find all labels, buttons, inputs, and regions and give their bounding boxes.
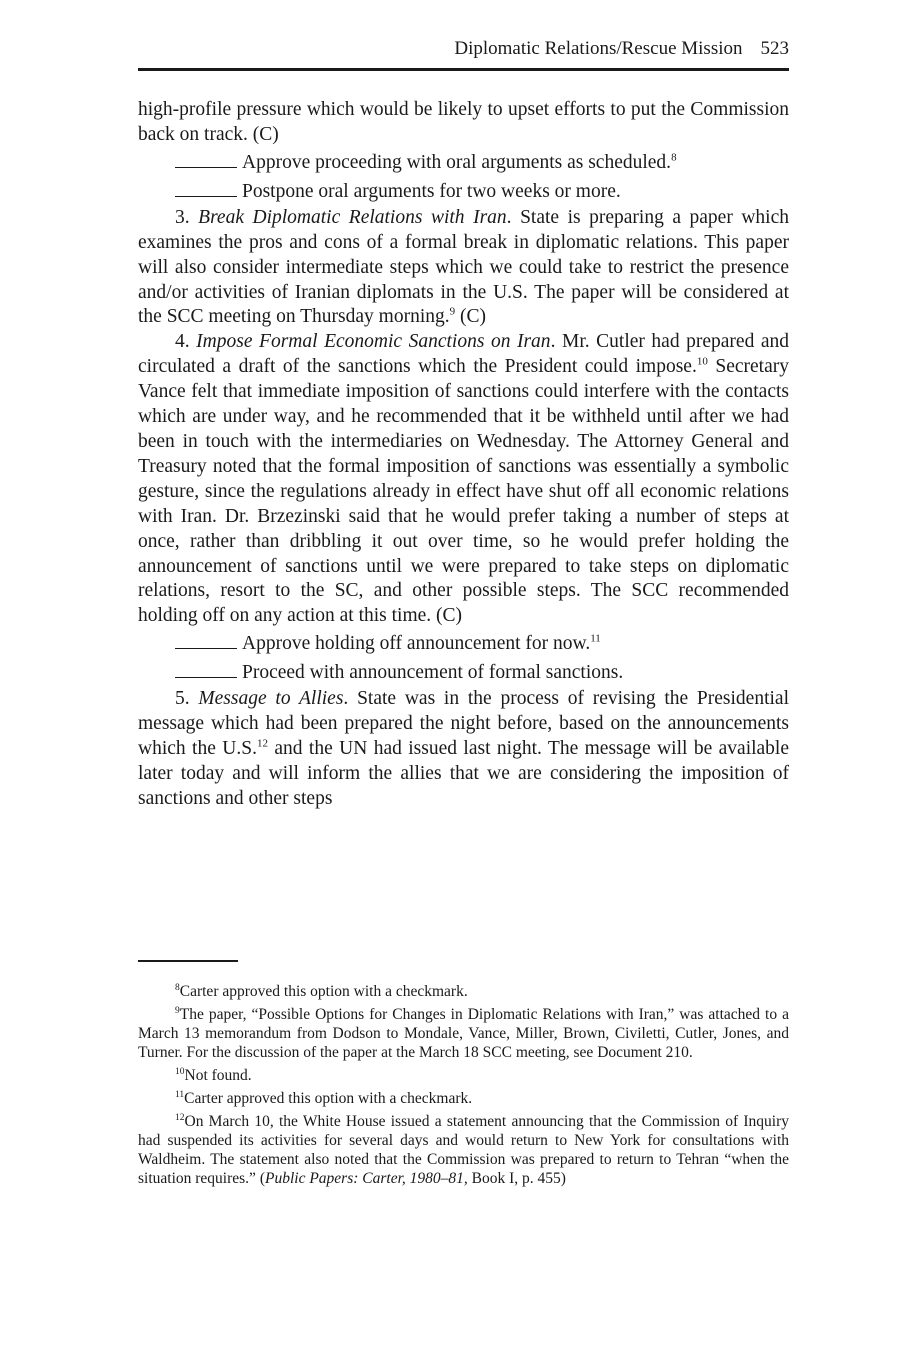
paragraph-4 bbox=[138, 330, 789, 629]
footnote-ref: 11 bbox=[590, 632, 601, 645]
footnote-number: 11 bbox=[175, 1089, 185, 1100]
footnote-10 bbox=[138, 1066, 789, 1085]
running-header bbox=[138, 38, 789, 62]
footnote-ref: 12 bbox=[256, 737, 268, 750]
footnote-text: On March 10, the White House issued a statement announcing that the Commission of Inquiry had suspended its activities for several days and would return to New York for consultations with Waldheim. The statement also noted that the Commission was prepared to return to Tehran “when the situation requires.” ( bbox=[138, 1113, 789, 1187]
option-text: Approve proceeding with oral arguments as scheduled. bbox=[242, 151, 672, 173]
item-number: 3. bbox=[175, 206, 199, 228]
footnote-rule bbox=[138, 960, 238, 962]
footnote-12 bbox=[138, 1112, 789, 1188]
option-line bbox=[175, 658, 789, 687]
option-text: Postpone oral arguments for two weeks or more. bbox=[242, 180, 621, 202]
option-text: Proceed with announcement of formal sanctions. bbox=[242, 662, 624, 684]
paragraph-text: (C) bbox=[455, 306, 486, 328]
footnote-text: The paper, “Possible Options for Changes in Diplomatic Relations with Iran,” was attached to a March 13 memorandum from Dodson to Mondale, Vance, Miller, Brown, Civiletti, Cutler, Jones, and Turner. For the discussion of the paper at the March 18 SCC meeting, see Document 210. bbox=[138, 1006, 789, 1061]
footnote-text: Not found. bbox=[184, 1067, 252, 1084]
paragraph-text: . Mr. Cutler had prepared and circulated a draft of the sanctions which the President could impose. bbox=[138, 331, 790, 378]
running-title: Diplomatic Relations/Rescue Mission bbox=[454, 38, 743, 59]
paragraph-text: Secretary Vance felt that immediate imposition of sanctions could interfere with the contacts which are under way, and he recommended that it be withheld until after we had been in touch with the intermediaries on Wednesday. The Attorney General and Treasury noted that the formal imposition of sanctions was essentially a symbolic gesture, since the regulations already in effect have shut off all economic relations with Iran. Dr. Brzezinski said that he would prefer taking a number of steps at once, rather than dribbling it out over time, so he would prefer holding the announcement of sanctions until we were prepared to take steps on diplomatic relations, resort to the SC, and other possible steps. The SCC recommended holding off on any action at this time. (C) bbox=[138, 356, 789, 627]
paragraph-text: . State was in the process of revising the Presidential message which had been prepared the night before, based on the announcements which the U.S. bbox=[138, 688, 789, 760]
footnote-ref: 10 bbox=[696, 355, 708, 368]
page-number: 523 bbox=[760, 38, 789, 59]
footnote-8 bbox=[138, 982, 789, 1001]
checkbox-blank bbox=[175, 675, 237, 678]
footnote-ref: 9 bbox=[449, 305, 456, 318]
item-number: 4. bbox=[175, 331, 197, 353]
footnote-number: 9 bbox=[175, 1005, 180, 1016]
paragraph-text: and the UN had issued last night. The message will be available later today and will inform the allies that we are considering the imposition of sanctions and other steps bbox=[138, 738, 790, 809]
footnote-ref: 8 bbox=[671, 151, 677, 164]
footnote-text: Carter approved this option with a checkmark. bbox=[184, 1090, 473, 1107]
option-text: Approve holding off announcement for now. bbox=[242, 633, 591, 655]
item-number: 5. bbox=[175, 688, 199, 710]
paragraph-continued bbox=[138, 98, 789, 148]
item-title: Break Diplomatic Relations with Iran bbox=[198, 206, 507, 228]
paragraph-text: . State is preparing a paper which examines the pros and cons of a formal break in diplomatic relations. This paper will also consider intermediate steps which we could take to restrict the presence and/or activities of Iranian diplomats in the U.S. The paper will be considered at the SCC meeting on Thursday morning. bbox=[138, 206, 790, 328]
footnote-number: 10 bbox=[175, 1066, 185, 1077]
footnote-citation-title: Public Papers: Carter, 1980–81, bbox=[264, 1170, 468, 1187]
item-title: Impose Formal Economic Sanctions on Iran bbox=[196, 331, 551, 353]
checkbox-blank bbox=[175, 165, 237, 168]
paragraph-text: high-profile pressure which would be likely to upset efforts to put the Commission back on track. (C) bbox=[138, 99, 789, 145]
option-line bbox=[175, 148, 789, 177]
option-line bbox=[175, 177, 789, 206]
footnote-11 bbox=[138, 1089, 789, 1108]
option-line bbox=[175, 629, 789, 658]
body-text bbox=[138, 98, 789, 812]
footnote-text: Book I, p. 455) bbox=[467, 1170, 566, 1187]
checkbox-blank bbox=[175, 194, 237, 197]
paragraph-5 bbox=[138, 687, 789, 812]
footnote-number: 12 bbox=[175, 1112, 185, 1123]
paragraph-3 bbox=[138, 206, 789, 331]
checkbox-blank bbox=[175, 646, 237, 649]
header-rule bbox=[138, 68, 789, 71]
footnote-number: 8 bbox=[175, 982, 180, 993]
footnotes bbox=[138, 982, 789, 1192]
footnote-9 bbox=[138, 1005, 789, 1062]
footnote-text: Carter approved this option with a checkmark. bbox=[179, 983, 468, 1000]
item-title: Message to Allies bbox=[198, 688, 344, 710]
